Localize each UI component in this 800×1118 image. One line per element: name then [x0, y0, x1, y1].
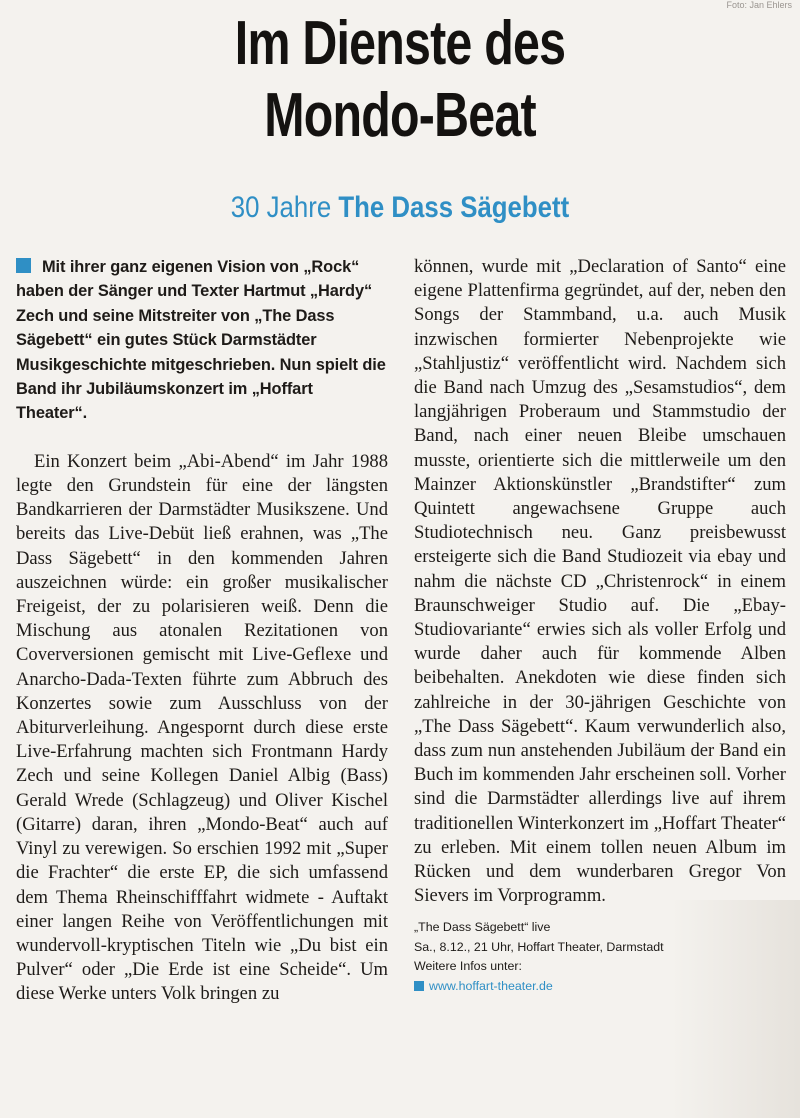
website-link[interactable]: www.hoffart-theater.de: [429, 978, 553, 993]
lead-paragraph: [16, 255, 388, 426]
body-left-text: Ein Konzert beim „Abi-Abend“ im Jahr 1988 legte den Grundstein für eine der längsten Bandkarrieren der Darmstädter Musikszene. Und bereits das Live-Debüt ließ erahnen, was „The Dass Sägebett“ in den kommenden Jahren auszeichnen würde: ein großer musikalischer Freigeist, der zu polarisieren weiß. Denn die Mischung aus atonalen Rezitationen von Coverversionen gemischt mit Live-Geflexe und Anarcho-Dada-Texten führte zum Abbruch des Konzertes sowie zum Ausschluss von der Abiturverleihung. Angespornt durch diese erste Live-Erfahrung machten sich Frontmann Hardy Zech und seine Kollegen Daniel Albig (Bass) Gerald Wrede (Schlagzeug) und Oliver Kischel (Gitarre) daran, ihren „Mondo-Beat“ auch auf Vinyl zu verewigen. So erschien 1992 mit „Super die Frachter“ die erste EP, die sich umfassend dem Thema Rheinschifffahrt widmete - Auftakt einer langen Reihe von Veröffentlichungen mit wundervoll-kryptischen Titeln wie „Du bist ein Pulver“ oder „Die Erde ist eine Scheide“. Um diese Werke unters Volk bringen zu: [16, 450, 388, 1005]
right-column: [414, 255, 786, 996]
subtitle-band-name: The Dass Sägebett: [338, 191, 570, 224]
subtitle-prefix: 30 Jahre: [230, 191, 339, 224]
event-details: Sa., 8.12., 21 Uhr, Hoffart Theater, Darmstadt: [414, 939, 664, 954]
photo-credit: Foto: Jan Ehlers: [726, 0, 792, 10]
lead-text: Mit ihrer ganz eigenen Vision von „Rock“ haben der Sänger und Texter Hartmut „Hardy“ Zech und seine Mitstreiter von „The Dass Sägebett“ ein gutes Stück Darmstädter Musikgeschichte mitgeschrieben. Nun spielt die Band ihr Jubiläumskonzert im „Hoffart Theater“.: [16, 258, 386, 423]
body-paragraph-left: [16, 450, 388, 1007]
left-column: [16, 255, 388, 1007]
body-paragraph-right: [414, 255, 786, 908]
body-right-text: können, wurde mit „Declaration of Santo“ eine eigene Plattenfirma gegründet, auf der, neben den Songs der Stammband, u.a. auch Musik inzwischen formierter Nebenprojekte wie „Stahljustiz“ veröffentlicht wird. Nachdem sich die Band nach Umzug des „Sesamstudios“, dem langjährigen Proberaum und Stammstudio der Band, nach einer neuen Bleibe umschauen musste, orientierte sich die mittlerweile um den Mainzer Aktionskünstler „Brandstifter“ zum Quintett angewachsene Gruppe auch Studiotechnisch neu. Ganz preisbewusst ersteigerte sich die Band Studiozeit via ebay und nahm die nächste CD „Christenrock“ in einem Braunschweiger Studio auf. Die „Ebay-Studiovariante“ erwies sich als voller Erfolg und wurde daher auch für kommende Alben beibehalten. Anekdoten wie diese finden sich zahlreiche in der 30-jährigen Geschichte von „The Dass Sägebett“. Kaum verwunderlich also, dass zum nun anstehenden Jubiläum der Band ein Buch im kommenden Jahr erscheinen soll. Vorher sind die Darmstädter allerdings live auf ihrem traditionellen Winterkonzert im „Hoffart Theater“ zu erleben. Mit einem tollen neuen Album im Rücken und dem wunderbaren Gregor Von Sievers im Vorprogramm.: [414, 256, 786, 907]
photo-edge-shadow: [670, 900, 800, 1118]
more-info-label: Weitere Infos unter:: [414, 959, 522, 974]
headline-line-1: Im Dienste des: [234, 9, 566, 78]
square-bullet-icon: [16, 258, 31, 273]
event-title: „The Dass Sägebett“ live: [414, 920, 551, 935]
subtitle: [56, 188, 744, 228]
square-bullet-icon: [414, 981, 424, 991]
headline-line-2: Mondo-Beat: [264, 81, 536, 150]
headline: [88, 8, 712, 152]
